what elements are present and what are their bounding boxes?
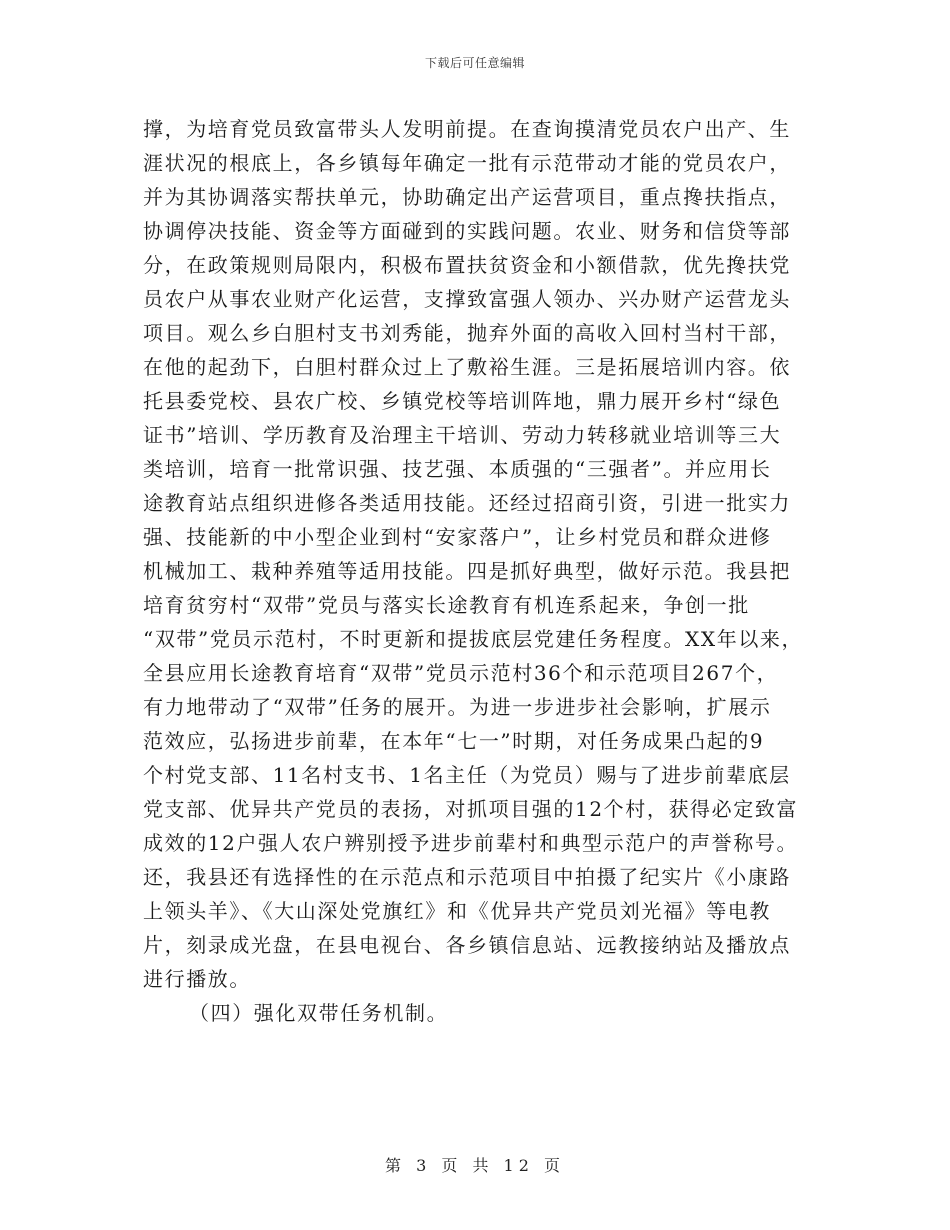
body-line: 并为其协调落实帮扶单元，协助确定出产运营项目，重点搀扶指点， [143,185,791,209]
body-line: 个村党支部、11名村支书、1名主任（为党员）赐与了进步前辈底层 [143,763,791,787]
document-body [143,112,815,1030]
page-number: 第 3 页 共 12 页 [385,1156,565,1175]
body-line: 培育贫穷村“双带”党员与落实长途教育有机连系起来，争创一批 [143,593,750,617]
body-line: 证书”培训、学历教育及治理主干培训、劳动力转移就业培训等三大 [143,423,782,447]
body-line: 还，我县还有选择性的在示范点和示范项目中拍摄了纪实片《小康路 [143,865,791,889]
body-line: 有力地带动了“双带”任务的展开。为进一步进步社会影响，扩展示 [143,695,772,719]
body-line: 途教育站点组织进修各类适用技能。还经过招商引资，引进一批实力 [143,491,791,515]
header-note: 下载后可任意编辑 [424,56,525,70]
body-line: 撑，为培育党员致富带头人发明前提。在查询摸清党员农户出产、生 [143,117,791,141]
body-line: 托县委党校、县农广校、乡镇党校等培训阵地，鼎力展开乡村“绿色 [143,389,782,413]
body-line: 项目。观么乡白胆村支书刘秀能，抛弃外面的高收入回村当村干部， [143,321,791,345]
body-line: 片，刻录成光盘，在县电视台、各乡镇信息站、远教接纳站及播放点 [143,933,791,957]
body-line: “双带”党员示范村，不时更新和提拔底层党建任务程度。XX年以来， [143,627,804,651]
body-line: 全县应用长途教育培育“双带”党员示范村36个和示范项目267个， [143,661,779,685]
body-line: 成效的12户强人农户辨别授予进步前辈村和典型示范户的声誉称号。 [143,831,799,855]
body-line: 机械加工、栽种养殖等适用技能。四是抓好典型，做好示范。我县把 [143,559,791,583]
body-line: 员农户从事农业财产化运营，支撑致富强人领办、兴办财产运营龙头 [143,287,791,311]
body-line: 协调停决技能、资金等方面碰到的实践问题。农业、财务和信贷等部 [143,219,791,243]
body-line: 类培训，培育一批常识强、技艺强、本质强的“三强者”。并应用长 [143,457,772,481]
body-line: 进行播放。 [143,967,251,991]
body-line: 范效应，弘扬进步前辈，在本年“七一”时期，对任务成果凸起的9 [143,729,765,753]
body-line: 党支部、优异共产党员的表扬，对抓项目强的12个村，获得必定致富 [143,797,799,821]
body-line: 上领头羊》、《大山深处党旗红》和《优异共产党员刘光福》等电教 [143,899,771,923]
section-heading: （四）强化双带任务机制。 [189,1001,449,1025]
body-line: 分，在政策规则局限内，积极布置扶贫资金和小额借款，优先搀扶党 [143,253,791,277]
body-line: 在他的起劲下，白胆村群众过上了敷裕生涯。三是拓展培训内容。依 [143,355,791,379]
body-line: 强、技能新的中小型企业到村“安家落户”，让乡村党员和群众进修 [143,525,772,549]
body-line: 涯状况的根底上，各乡镇每年确定一批有示范带动才能的党员农户， [143,151,791,175]
